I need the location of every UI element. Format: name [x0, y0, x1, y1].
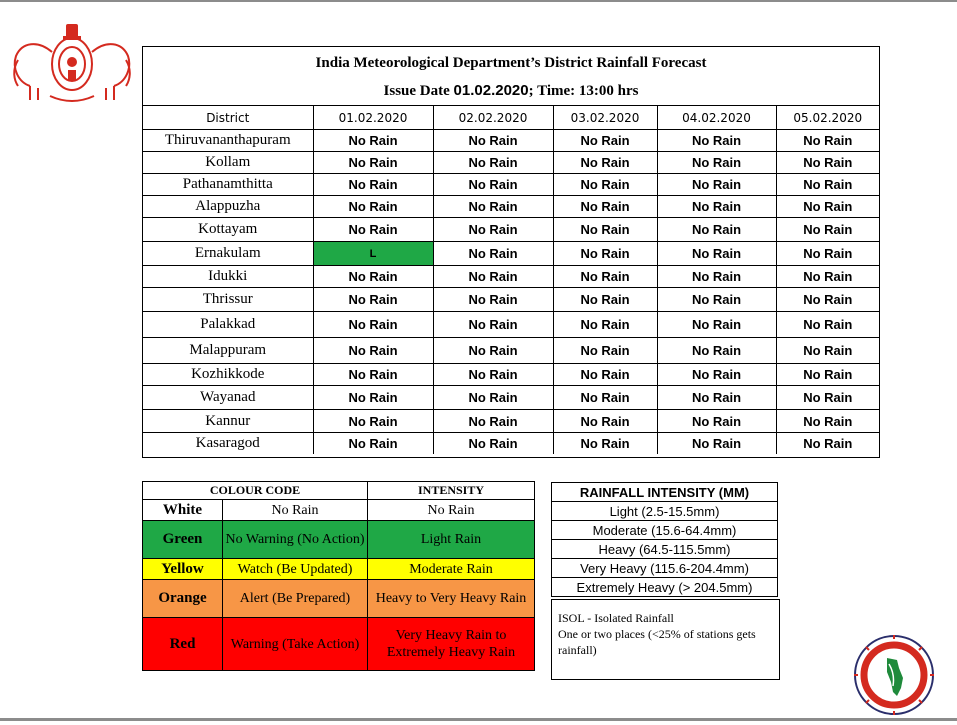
intensity-range: Extremely Heavy (> 204.5mm) [552, 578, 778, 597]
forecast-cell: No Rain [553, 130, 657, 152]
forecast-cell: No Rain [776, 364, 879, 386]
forecast-cell: No Rain [553, 312, 657, 338]
forecast-header-row [143, 106, 879, 130]
intensity-row [552, 502, 778, 521]
header-date-3: 03.02.2020 [553, 106, 657, 130]
legend-colour: Red [143, 618, 223, 671]
forecast-cell: No Rain [433, 386, 553, 410]
forecast-cell: No Rain [313, 410, 433, 433]
legend-header-colour: COLOUR CODE [143, 482, 368, 500]
forecast-cell: No Rain [553, 364, 657, 386]
legend-body [143, 482, 535, 671]
district-name: Kottayam [143, 218, 313, 242]
forecast-cell: No Rain [657, 338, 776, 364]
forecast-cell: No Rain [433, 410, 553, 433]
legend-row [143, 500, 535, 521]
forecast-cell: No Rain [433, 364, 553, 386]
intensity-range: Very Heavy (115.6-204.4mm) [552, 559, 778, 578]
issue-date: 01.02.2020 [453, 82, 529, 99]
forecast-cell: No Rain [433, 266, 553, 288]
forecast-cell: No Rain [776, 152, 879, 174]
forecast-cell: No Rain [313, 152, 433, 174]
table-row [143, 218, 879, 242]
table-row [143, 433, 879, 454]
district-name: Palakkad [143, 312, 313, 338]
header-date-5: 05.02.2020 [776, 106, 879, 130]
legend-colour: Orange [143, 580, 223, 618]
legend-intensity: Moderate Rain [368, 559, 535, 580]
header-district: District [143, 106, 313, 130]
forecast-cell: No Rain [776, 312, 879, 338]
forecast-cell: No Rain [553, 174, 657, 196]
forecast-cell: No Rain [657, 364, 776, 386]
forecast-cell: No Rain [313, 196, 433, 218]
forecast-cell: No Rain [657, 218, 776, 242]
forecast-cell: No Rain [657, 312, 776, 338]
forecast-title-block [143, 47, 879, 106]
forecast-cell: No Rain [776, 196, 879, 218]
legend-header-row [143, 482, 535, 500]
forecast-cell: No Rain [553, 266, 657, 288]
district-name: Kozhikkode [143, 364, 313, 386]
legend-row [143, 618, 535, 671]
forecast-cell: No Rain [776, 338, 879, 364]
legend-meaning: Watch (Be Updated) [223, 559, 368, 580]
district-name: Kasaragod [143, 433, 313, 454]
table-row [143, 266, 879, 288]
forecast-cell: No Rain [657, 433, 776, 454]
isol-note [551, 599, 780, 680]
legend-header-intensity: INTENSITY [368, 482, 535, 500]
legend-row [143, 580, 535, 618]
forecast-cell: No Rain [433, 433, 553, 454]
forecast-cell: No Rain [776, 386, 879, 410]
table-row [143, 130, 879, 152]
forecast-cell: No Rain [433, 242, 553, 266]
forecast-cell: No Rain [776, 433, 879, 454]
forecast-cell: No Rain [776, 242, 879, 266]
forecast-cell: No Rain [433, 174, 553, 196]
district-name: Kannur [143, 410, 313, 433]
table-row [143, 174, 879, 196]
intensity-range: Moderate (15.6-64.4mm) [552, 521, 778, 540]
table-row [143, 288, 879, 312]
forecast-cell: No Rain [433, 196, 553, 218]
intensity-row [552, 540, 778, 559]
intensity-range: Light (2.5-15.5mm) [552, 502, 778, 521]
legend-meaning: No Rain [223, 500, 368, 521]
table-row [143, 410, 879, 433]
table-row [143, 196, 879, 218]
kerala-emblem-icon [8, 16, 136, 108]
forecast-cell: No Rain [433, 338, 553, 364]
rainfall-intensity-scale [551, 482, 778, 597]
header-date-2: 02.02.2020 [433, 106, 553, 130]
forecast-grid [143, 105, 879, 454]
imd-logo-icon [853, 634, 935, 716]
legend-intensity: Very Heavy Rain to Extremely Heavy Rain [368, 618, 535, 671]
table-row [143, 242, 879, 266]
district-name: Ernakulam [143, 242, 313, 266]
forecast-cell: No Rain [313, 338, 433, 364]
forecast-cell: No Rain [313, 266, 433, 288]
intensity-row [552, 521, 778, 540]
district-name: Pathanamthitta [143, 174, 313, 196]
legend-row [143, 559, 535, 580]
legend-meaning: No Warning (No Action) [223, 521, 368, 559]
forecast-cell: No Rain [313, 174, 433, 196]
intensity-header: RAINFALL INTENSITY (MM) [552, 483, 778, 502]
forecast-cell: No Rain [553, 196, 657, 218]
legend-meaning: Alert (Be Prepared) [223, 580, 368, 618]
intensity-row [552, 559, 778, 578]
legend-intensity: Light Rain [368, 521, 535, 559]
forecast-cell: No Rain [553, 288, 657, 312]
forecast-cell: No Rain [657, 266, 776, 288]
legend-intensity: No Rain [368, 500, 535, 521]
forecast-cell: No Rain [553, 433, 657, 454]
colour-code-legend [142, 481, 535, 671]
district-name: Alappuzha [143, 196, 313, 218]
issue-time: ; Time: 13:00 hrs [528, 83, 639, 99]
forecast-cell: No Rain [553, 338, 657, 364]
forecast-title: India Meteorological Department’s District Rainfall Forecast [315, 55, 707, 71]
forecast-cell: No Rain [657, 152, 776, 174]
forecast-cell: No Rain [657, 196, 776, 218]
issue-line [143, 82, 879, 100]
forecast-body [143, 106, 879, 454]
header-date-1: 01.02.2020 [313, 106, 433, 130]
district-name: Idukki [143, 266, 313, 288]
intensity-range: Heavy (64.5-115.5mm) [552, 540, 778, 559]
forecast-cell: No Rain [657, 130, 776, 152]
forecast-cell: No Rain [313, 288, 433, 312]
forecast-cell: No Rain [313, 312, 433, 338]
legend-intensity: Heavy to Very Heavy Rain [368, 580, 535, 618]
issue-prefix: Issue Date [383, 83, 450, 99]
isol-line-1: ISOL - Isolated Rainfall [558, 611, 674, 625]
district-name: Wayanad [143, 386, 313, 410]
district-name: Kollam [143, 152, 313, 174]
forecast-cell: No Rain [553, 410, 657, 433]
intensity-header-row [552, 483, 778, 502]
forecast-cell: No Rain [657, 174, 776, 196]
legend-colour: White [143, 500, 223, 521]
table-row [143, 152, 879, 174]
intensity-row [552, 578, 778, 597]
district-name: Thrissur [143, 288, 313, 312]
bottom-rule [0, 718, 957, 721]
table-row [143, 364, 879, 386]
table-row [143, 312, 879, 338]
forecast-cell: No Rain [433, 218, 553, 242]
forecast-cell: No Rain [313, 218, 433, 242]
forecast-cell: No Rain [553, 152, 657, 174]
forecast-cell: No Rain [313, 130, 433, 152]
forecast-cell: No Rain [433, 152, 553, 174]
forecast-cell: No Rain [433, 130, 553, 152]
forecast-cell: No Rain [553, 242, 657, 266]
legend-colour: Green [143, 521, 223, 559]
forecast-cell: No Rain [776, 288, 879, 312]
district-name: Thiruvananthapuram [143, 130, 313, 152]
forecast-cell: No Rain [657, 386, 776, 410]
forecast-cell: No Rain [433, 312, 553, 338]
forecast-cell: No Rain [776, 410, 879, 433]
forecast-cell: No Rain [776, 130, 879, 152]
forecast-cell: No Rain [313, 386, 433, 410]
forecast-cell: No Rain [776, 218, 879, 242]
forecast-cell: No Rain [657, 288, 776, 312]
forecast-cell: L [313, 242, 433, 266]
forecast-cell: No Rain [657, 242, 776, 266]
forecast-cell: No Rain [657, 410, 776, 433]
forecast-cell: No Rain [776, 174, 879, 196]
isol-line-2: One or two places (<25% of stations gets rainfall) [558, 627, 756, 657]
forecast-cell: No Rain [553, 386, 657, 410]
top-rule [0, 0, 957, 2]
district-forecast-table [142, 46, 880, 458]
legend-row [143, 521, 535, 559]
table-row [143, 338, 879, 364]
intensity-body [552, 483, 778, 597]
legend-colour: Yellow [143, 559, 223, 580]
forecast-cell: No Rain [553, 218, 657, 242]
header-date-4: 04.02.2020 [657, 106, 776, 130]
forecast-cell: No Rain [313, 433, 433, 454]
forecast-cell: No Rain [313, 364, 433, 386]
forecast-cell: No Rain [433, 288, 553, 312]
table-row [143, 386, 879, 410]
legend-meaning: Warning (Take Action) [223, 618, 368, 671]
district-name: Malappuram [143, 338, 313, 364]
forecast-cell: No Rain [776, 266, 879, 288]
